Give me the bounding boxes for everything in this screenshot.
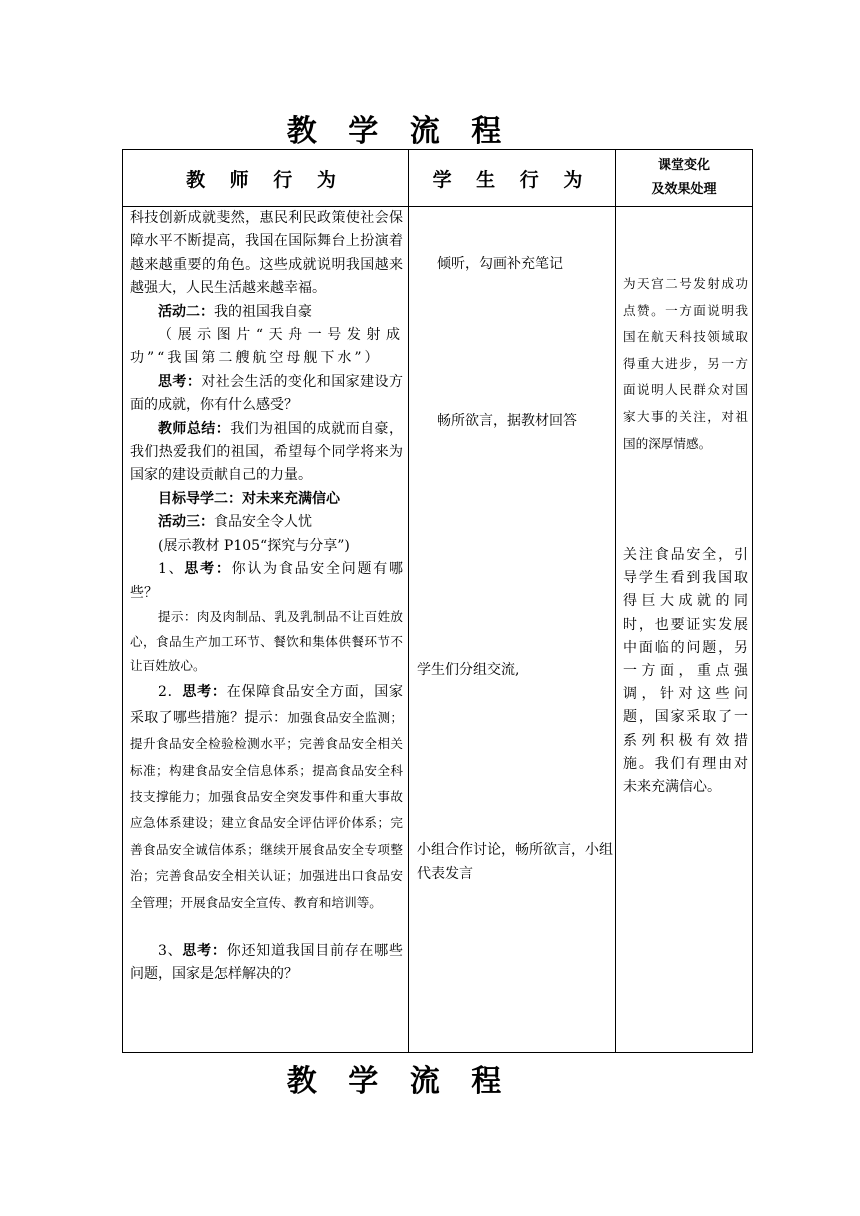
activity-three-show: (展示教材 P105“探究与分享”) <box>158 537 350 554</box>
header-effect-line2: 及效果处理 <box>651 182 717 197</box>
effect-note-2: 关注食品安全，引导学生看到我国取得巨大成就的同时，也要证实发展中面临的问题，另一方面，重点强调，针对这些问题，国家采取了一系列积极有效措施。我们有理由对未来充满信心。 <box>623 547 748 796</box>
question-one-text: 你认为食品安全问题有哪些？ <box>130 561 403 601</box>
question-one-hint: 提示：肉及肉制品、乳及乳制品不让百姓放心，食品生产加工环节、餐饮和集体供餐环节不让百姓放心。 <box>130 608 403 674</box>
teacher-intro: 科技创新成就斐然，惠民利民政策使社会保障水平不断提高，我国在国际舞台上扮演着越来越重要的角色。这些成就说明我国越来越强大，人民生活越来越幸福。 <box>130 210 403 297</box>
activity-two-text: 我的祖国我自豪 <box>214 303 312 320</box>
activity-two-label: 活动二： <box>158 303 214 320</box>
header-effect <box>616 150 752 206</box>
question-three-text: 你还知道我国目前存在哪些问题，国家是怎样解决的？ <box>130 942 403 983</box>
question-three-label: 思考： <box>182 942 227 959</box>
question-one-number: 1、 <box>158 561 185 578</box>
activity-two <box>130 301 403 324</box>
goal-two: 目标导学二：对未来充满信心 <box>158 490 340 507</box>
blank-line <box>130 916 403 940</box>
student-action-1: 倾听，勾画补充笔记 <box>437 256 563 272</box>
question-three-number: 3、 <box>158 942 183 959</box>
activity-three-label: 活动三： <box>158 514 214 531</box>
student-action-3: 学生们分组交流, <box>417 662 520 678</box>
student-action-2: 畅所欲言，据教材回答 <box>437 413 577 429</box>
header-effect-line1: 课堂变化 <box>657 158 710 173</box>
student-action-4: 小组合作讨论，畅所欲言，小组代表发言 <box>417 842 613 882</box>
header-student: 学 生 行 为 <box>432 168 592 191</box>
effect-note-1: 为天宫二号发射成功点赞。一方面说明我国在航天科技领域取得重大进步，另一方面说明人民群众对国家大事的关注，对祖国的深厚情感。 <box>623 276 748 451</box>
activity-two-show: （展示图片“天舟一号发射成功”“我国第二艘航空母舰下水”） <box>130 327 403 367</box>
column-divider <box>615 150 616 1052</box>
question-one-label: 思考： <box>184 561 232 578</box>
activity-three-text: 食品安全令人忧 <box>214 514 312 531</box>
question-two-hint: 加强食品安全监测；提升食品安全检验检测水平；完善食品安全相关标准；构建食品安全信息体系；提高食品安全科技支撑能力；加强食品安全突发事件和重大事故应急体系建设；建立食品安全评估评价体系；完善食品安全诚信体系；继续开展食品安全专项整治；完善食品安全相关认证；加强进出口食品安全管理；开展食品安全宣传、教育和培训等。 <box>130 709 404 910</box>
think-text: 对社会生活的变化和国家建设方面的成就，你有什么感受？ <box>130 373 403 414</box>
activity-three <box>130 511 403 534</box>
question-one <box>130 558 403 605</box>
page-title-next: 教 学 流 程 <box>286 1065 514 1098</box>
header-teacher: 教 师 行 为 <box>186 168 345 191</box>
question-two-label: 思考： <box>182 683 227 700</box>
summary-label: 教师总结： <box>158 420 231 437</box>
summary-text: 我们为祖国的成就而自豪，我们热爱我们的祖国，希望每个同学将来为国家的建设贡献自己的力量。 <box>130 420 403 484</box>
question-two <box>130 679 403 916</box>
think-one <box>130 371 403 418</box>
question-two-text: 在保障食品安全方面，国家采取了哪些措施？提示： <box>130 683 403 726</box>
teacher-column <box>130 207 403 987</box>
question-three <box>130 940 403 987</box>
page-title: 教 学 流 程 <box>286 115 514 148</box>
think-label: 思考： <box>158 373 202 390</box>
teacher-summary <box>130 418 403 488</box>
question-two-number: 2． <box>158 683 183 700</box>
column-divider <box>408 150 409 1052</box>
lesson-flow-table <box>122 149 753 1053</box>
